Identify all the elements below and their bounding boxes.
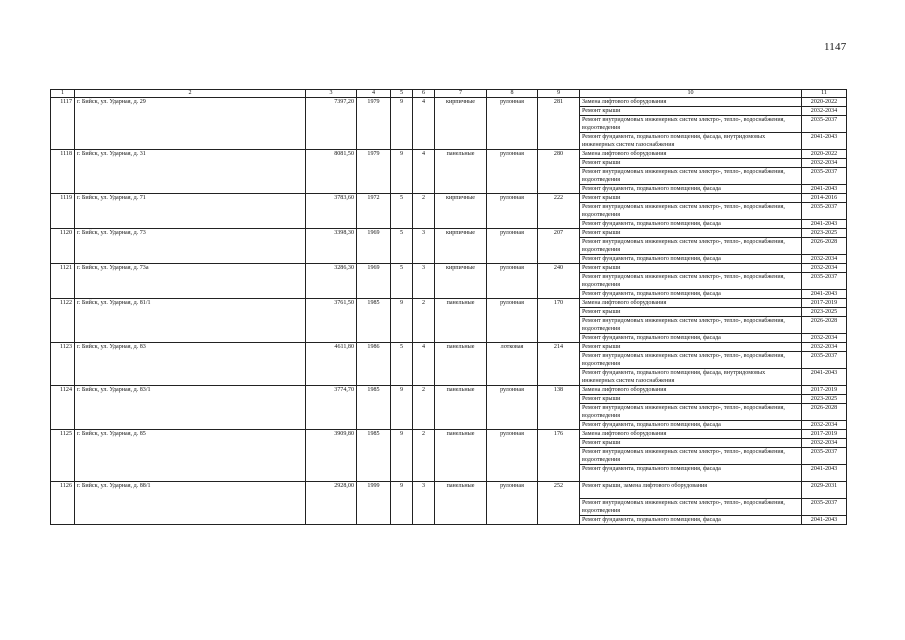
work-period: 2023-2025 xyxy=(802,308,847,317)
resident-count: 222 xyxy=(538,194,580,229)
work-period: 2032-2034 xyxy=(802,343,847,352)
work-period: 2017-2019 xyxy=(802,299,847,308)
work-period: 2023-2025 xyxy=(802,395,847,404)
work-type: Ремонт фундамента, подвального помещения, фасада xyxy=(580,465,802,482)
building-number: 1123 xyxy=(51,343,75,386)
column-number: 2 xyxy=(75,90,306,98)
construction-year: 1985 xyxy=(357,299,391,343)
building-number: 1117 xyxy=(51,98,75,150)
work-type: Ремонт крыши xyxy=(580,395,802,404)
wall-material: кирпичные xyxy=(435,98,487,150)
address: г. Бийск, ул. Ударная, д. 73а xyxy=(75,264,306,299)
address: г. Бийск, ул. Ударная, д. 88/1 xyxy=(75,482,306,525)
roof-type: рулонная xyxy=(487,386,538,430)
entrance-count: 3 xyxy=(413,482,435,525)
work-type: Ремонт фундамента, подвального помещения, фасада xyxy=(580,290,802,299)
address: г. Бийск, ул. Ударная, д. 31 xyxy=(75,150,306,194)
address: г. Бийск, ул. Ударная, д. 73 xyxy=(75,229,306,264)
resident-count: 240 xyxy=(538,264,580,299)
work-period: 2020-2022 xyxy=(802,150,847,159)
wall-material: панельные xyxy=(435,299,487,343)
column-number: 5 xyxy=(391,90,413,98)
column-number: 6 xyxy=(413,90,435,98)
construction-year: 1979 xyxy=(357,150,391,194)
column-number: 10 xyxy=(580,90,802,98)
work-period: 2041-2043 xyxy=(802,465,847,482)
work-period: 2032-2034 xyxy=(802,421,847,430)
wall-material: панельные xyxy=(435,430,487,482)
resident-count: 176 xyxy=(538,430,580,482)
work-type: Ремонт крыши xyxy=(580,343,802,352)
entrance-count: 4 xyxy=(413,343,435,386)
work-type: Ремонт внутридомовых инженерных систем электро-, тепло-, водоснабжения, водоотведения xyxy=(580,352,802,369)
work-type: Замена лифтового оборудования xyxy=(580,98,802,107)
resident-count: 280 xyxy=(538,150,580,194)
address: г. Бийск, ул. Ударная, д. 29 xyxy=(75,98,306,150)
entrance-count: 2 xyxy=(413,386,435,430)
work-period: 2020-2022 xyxy=(802,98,847,107)
wall-material: панельные xyxy=(435,150,487,194)
work-type: Ремонт внутридомовых инженерных систем электро-, тепло-, водоснабжения, водоотведения xyxy=(580,404,802,421)
total-area: 3774,70 xyxy=(306,386,357,430)
work-period: 2041-2043 xyxy=(802,369,847,386)
work-period: 2029-2031 xyxy=(802,482,847,499)
roof-type: рулонная xyxy=(487,299,538,343)
entrance-count: 4 xyxy=(413,150,435,194)
work-period: 2017-2019 xyxy=(802,430,847,439)
total-area: 7397,20 xyxy=(306,98,357,150)
total-area: 8081,50 xyxy=(306,150,357,194)
work-type: Ремонт внутридомовых инженерных систем электро-, тепло-, водоснабжения, водоотведения xyxy=(580,203,802,220)
wall-material: кирпичные xyxy=(435,229,487,264)
work-period: 2026-2028 xyxy=(802,317,847,334)
address: г. Бийск, ул. Ударная, д. 83/1 xyxy=(75,386,306,430)
floor-count: 9 xyxy=(391,299,413,343)
work-type: Ремонт крыши xyxy=(580,194,802,203)
entrance-count: 2 xyxy=(413,299,435,343)
building-number: 1125 xyxy=(51,430,75,482)
construction-year: 1999 xyxy=(357,482,391,525)
table-row xyxy=(51,229,847,238)
work-period: 2041-2043 xyxy=(802,133,847,150)
column-number-row xyxy=(51,90,847,98)
total-area: 3398,30 xyxy=(306,229,357,264)
column-number: 3 xyxy=(306,90,357,98)
work-type: Замена лифтового оборудования xyxy=(580,299,802,308)
column-number: 7 xyxy=(435,90,487,98)
roof-type: рулонная xyxy=(487,150,538,194)
work-type: Ремонт внутридомовых инженерных систем электро-, тепло-, водоснабжения, водоотведения xyxy=(580,116,802,133)
work-type: Ремонт фундамента, подвального помещения, фасада xyxy=(580,185,802,194)
roof-type: рулонная xyxy=(487,264,538,299)
total-area: 3761,50 xyxy=(306,299,357,343)
column-number: 1 xyxy=(51,90,75,98)
wall-material: панельные xyxy=(435,482,487,525)
work-period: 2023-2025 xyxy=(802,229,847,238)
table-row xyxy=(51,150,847,159)
work-type: Ремонт крыши xyxy=(580,439,802,448)
address: г. Бийск, ул. Ударная, д. 81/1 xyxy=(75,299,306,343)
work-period: 2041-2043 xyxy=(802,185,847,194)
work-period: 2017-2019 xyxy=(802,386,847,395)
work-type: Ремонт крыши, замена лифтового оборудования xyxy=(580,482,802,499)
floor-count: 9 xyxy=(391,430,413,482)
total-area: 2928,00 xyxy=(306,482,357,525)
building-number: 1120 xyxy=(51,229,75,264)
resident-count: 138 xyxy=(538,386,580,430)
resident-count: 207 xyxy=(538,229,580,264)
work-period: 2035-2037 xyxy=(802,448,847,465)
work-period: 2035-2037 xyxy=(802,273,847,290)
building-number: 1119 xyxy=(51,194,75,229)
floor-count: 5 xyxy=(391,343,413,386)
table-row xyxy=(51,264,847,273)
work-period: 2026-2028 xyxy=(802,238,847,255)
work-type: Замена лифтового оборудования xyxy=(580,386,802,395)
work-type: Замена лифтового оборудования xyxy=(580,430,802,439)
work-period: 2032-2034 xyxy=(802,107,847,116)
wall-material: панельные xyxy=(435,386,487,430)
building-number: 1126 xyxy=(51,482,75,525)
work-type: Ремонт фундамента, подвального помещения, фасада xyxy=(580,255,802,264)
work-period: 2032-2034 xyxy=(802,264,847,273)
resident-count: 252 xyxy=(538,482,580,525)
work-type: Ремонт фундамента, подвального помещения, фасада xyxy=(580,220,802,229)
repair-schedule-table xyxy=(50,89,847,525)
work-type: Ремонт крыши xyxy=(580,308,802,317)
table-row xyxy=(51,299,847,308)
address: г. Бийск, ул. Ударная, д. 83 xyxy=(75,343,306,386)
floor-count: 9 xyxy=(391,150,413,194)
floor-count: 9 xyxy=(391,386,413,430)
work-type: Ремонт фундамента, подвального помещения, фасада xyxy=(580,421,802,430)
work-type: Замена лифтового оборудования xyxy=(580,150,802,159)
construction-year: 1969 xyxy=(357,264,391,299)
wall-material: кирпичные xyxy=(435,194,487,229)
work-period: 2032-2034 xyxy=(802,159,847,168)
building-number: 1122 xyxy=(51,299,75,343)
floor-count: 5 xyxy=(391,194,413,229)
work-period: 2026-2028 xyxy=(802,404,847,421)
roof-type: рулонная xyxy=(487,98,538,150)
work-type: Ремонт внутридомовых инженерных систем электро-, тепло-, водоснабжения, водоотведения xyxy=(580,168,802,185)
resident-count: 214 xyxy=(538,343,580,386)
work-period: 2035-2037 xyxy=(802,352,847,369)
page-number: 1147 xyxy=(824,41,847,53)
address: г. Бийск, ул. Ударная, д. 85 xyxy=(75,430,306,482)
work-period: 2032-2034 xyxy=(802,439,847,448)
table-row xyxy=(51,430,847,439)
work-type: Ремонт внутридомовых инженерных систем электро-, тепло-, водоснабжения, водоотведения xyxy=(580,273,802,290)
work-type: Ремонт внутридомовых инженерных систем электро-, тепло-, водоснабжения, водоотведения xyxy=(580,448,802,465)
total-area: 3783,60 xyxy=(306,194,357,229)
table-body xyxy=(51,90,847,525)
entrance-count: 4 xyxy=(413,98,435,150)
floor-count: 5 xyxy=(391,264,413,299)
work-type: Ремонт фундамента, подвального помещения, фасада, внутридомовых инженерных систем газоснабжения xyxy=(580,369,802,386)
resident-count: 281 xyxy=(538,98,580,150)
roof-type: рулонная xyxy=(487,194,538,229)
work-period: 2035-2037 xyxy=(802,116,847,133)
table-row xyxy=(51,482,847,499)
work-period: 2032-2034 xyxy=(802,255,847,264)
entrance-count: 2 xyxy=(413,194,435,229)
roof-type: рулонная xyxy=(487,482,538,525)
resident-count: 170 xyxy=(538,299,580,343)
work-type: Ремонт крыши xyxy=(580,229,802,238)
work-type: Ремонт фундамента, подвального помещения, фасада xyxy=(580,334,802,343)
construction-year: 1985 xyxy=(357,430,391,482)
floor-count: 9 xyxy=(391,482,413,525)
total-area: 4611,80 xyxy=(306,343,357,386)
work-type: Ремонт фундамента, подвального помещения, фасада xyxy=(580,516,802,525)
address: г. Бийск, ул. Ударная, д. 71 xyxy=(75,194,306,229)
column-number: 4 xyxy=(357,90,391,98)
construction-year: 1985 xyxy=(357,386,391,430)
work-type: Ремонт крыши xyxy=(580,159,802,168)
wall-material: кирпичные xyxy=(435,264,487,299)
total-area: 3909,80 xyxy=(306,430,357,482)
floor-count: 9 xyxy=(391,98,413,150)
building-number: 1121 xyxy=(51,264,75,299)
work-period: 2041-2043 xyxy=(802,220,847,229)
table-row xyxy=(51,98,847,107)
roof-type: лотковая xyxy=(487,343,538,386)
work-type: Ремонт внутридомовых инженерных систем электро-, тепло-, водоснабжения, водоотведения xyxy=(580,499,802,516)
work-type: Ремонт крыши xyxy=(580,264,802,273)
construction-year: 1972 xyxy=(357,194,391,229)
work-type: Ремонт фундамента, подвального помещения, фасада, внутридомовых инженерных систем газоснабжения xyxy=(580,133,802,150)
work-type: Ремонт крыши xyxy=(580,107,802,116)
wall-material: панельные xyxy=(435,343,487,386)
construction-year: 1986 xyxy=(357,343,391,386)
total-area: 3286,30 xyxy=(306,264,357,299)
work-period: 2035-2037 xyxy=(802,168,847,185)
roof-type: рулонная xyxy=(487,430,538,482)
construction-year: 1979 xyxy=(357,98,391,150)
table-row xyxy=(51,343,847,352)
work-period: 2041-2043 xyxy=(802,516,847,525)
work-period: 2041-2043 xyxy=(802,290,847,299)
work-type: Ремонт внутридомовых инженерных систем электро-, тепло-, водоснабжения, водоотведения xyxy=(580,317,802,334)
table-row xyxy=(51,386,847,395)
work-period: 2035-2037 xyxy=(802,499,847,516)
floor-count: 5 xyxy=(391,229,413,264)
building-number: 1118 xyxy=(51,150,75,194)
work-period: 2035-2037 xyxy=(802,203,847,220)
work-type: Ремонт внутридомовых инженерных систем электро-, тепло-, водоснабжения, водоотведения xyxy=(580,238,802,255)
building-number: 1124 xyxy=(51,386,75,430)
column-number: 9 xyxy=(538,90,580,98)
work-period: 2014-2016 xyxy=(802,194,847,203)
work-period: 2032-2034 xyxy=(802,334,847,343)
entrance-count: 3 xyxy=(413,264,435,299)
table-row xyxy=(51,194,847,203)
column-number: 8 xyxy=(487,90,538,98)
roof-type: рулонная xyxy=(487,229,538,264)
entrance-count: 3 xyxy=(413,229,435,264)
column-number: 11 xyxy=(802,90,847,98)
construction-year: 1969 xyxy=(357,229,391,264)
entrance-count: 2 xyxy=(413,430,435,482)
